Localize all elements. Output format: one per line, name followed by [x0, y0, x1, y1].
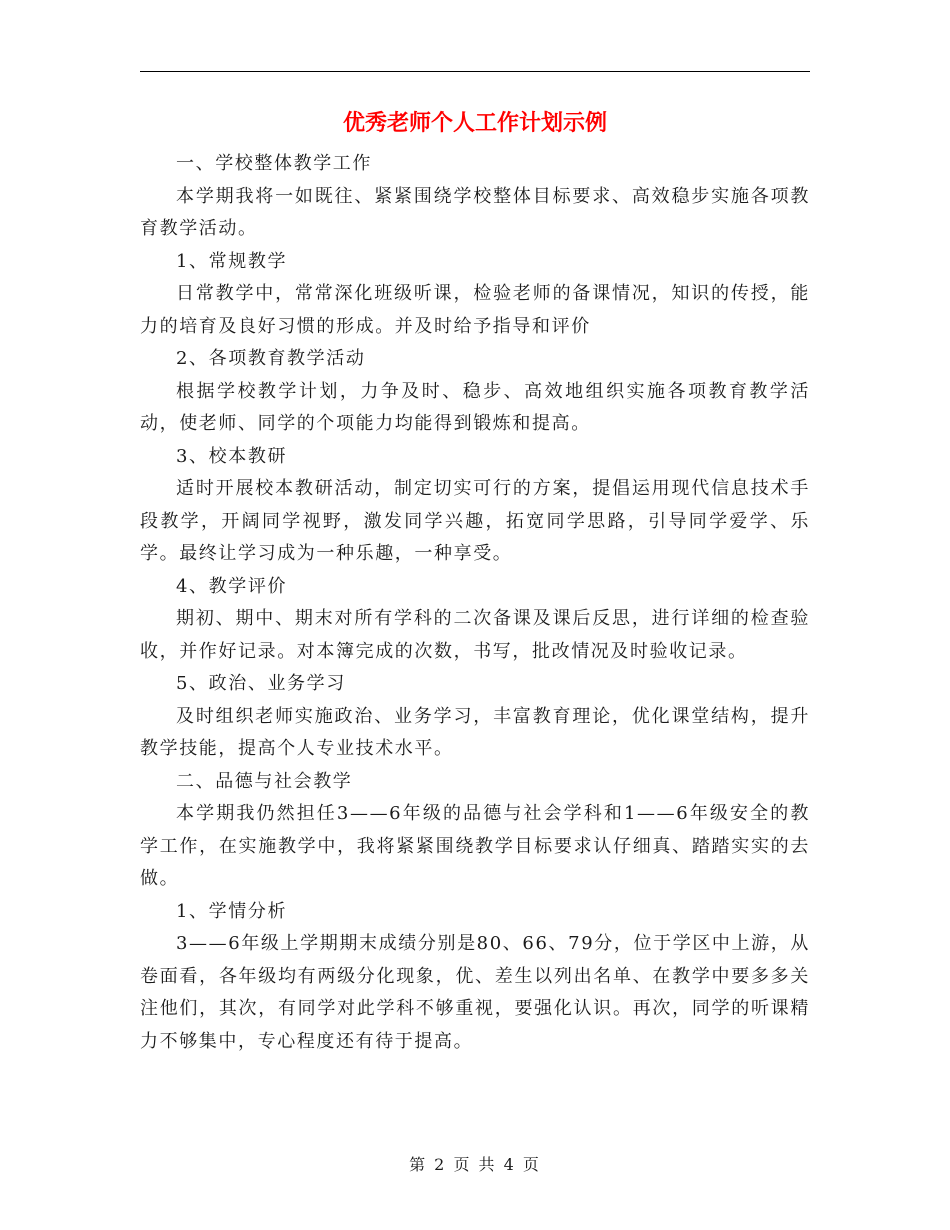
subsection-heading: 5、政治、业务学习: [176, 673, 346, 694]
subsection-heading: 1、常规教学: [176, 250, 288, 272]
body-paragraph: 适时开展校本教研活动，制定切实可行的方案，提倡运用现代信息技术手段教学，开阔同学视野，激发同学兴趣，拓宽同学思路，引导同学爱学、乐学。最终让学习成为一种乐趣，一种享受。: [140, 478, 810, 564]
header-rule: [140, 71, 810, 72]
page-number-footer: 第 2 页 共 4 页: [409, 1155, 541, 1174]
document-body: [140, 148, 810, 1058]
subsection-heading: 1、学情分析: [176, 900, 288, 922]
body-paragraph: 日常教学中，常常深化班级听课，检验老师的备课情况，知识的传授，能力的培育及良好习惯的形成。并及时给予指导和评价: [140, 283, 810, 337]
subsection-heading: 2、各项教育教学活动: [176, 348, 366, 369]
body-paragraph: 本学期我将一如既往、紧紧围绕学校整体目标要求、高效稳步实施各项教育教学活动。: [140, 185, 810, 239]
section-heading: 二、品德与社会教学: [176, 770, 353, 792]
body-paragraph: 3——6年级上学期期末成绩分别是80、66、79分，位于学区中上游，从卷面看，各年级均有两级分化现象，优、差生以列出名单、在教学中要多多关注他们，其次，有同学对此学科不够重视，要强化认识。再次，同学的听课精力不够集中，专心程度还有待于提高。: [140, 933, 810, 1052]
subsection-heading: 3、校本教研: [176, 445, 288, 467]
document-title: 优秀老师个人工作计划示例: [342, 110, 607, 136]
body-paragraph: 期初、期中、期末对所有学科的二次备课及课后反思，进行详细的检查验收，并作好记录。对本簿完成的次数，书写，批改情况及时验收记录。: [140, 608, 810, 662]
subsection-heading: 4、教学评价: [176, 575, 288, 597]
body-paragraph: 本学期我仍然担任3——6年级的品德与社会学科和1——6年级安全的教学工作，在实施教学中，我将紧紧围绕教学目标要求认仔细真、踏踏实实的去做。: [140, 803, 810, 889]
body-paragraph: 及时组织老师实施政治、业务学习，丰富教育理论，优化课堂结构，提升教学技能，提高个人专业技术水平。: [140, 705, 810, 759]
section-heading: 一、学校整体教学工作: [176, 153, 372, 174]
body-paragraph: 根据学校教学计划，力争及时、稳步、高效地组织实施各项教育教学活动，使老师、同学的个项能力均能得到锻炼和提高。: [140, 380, 810, 434]
